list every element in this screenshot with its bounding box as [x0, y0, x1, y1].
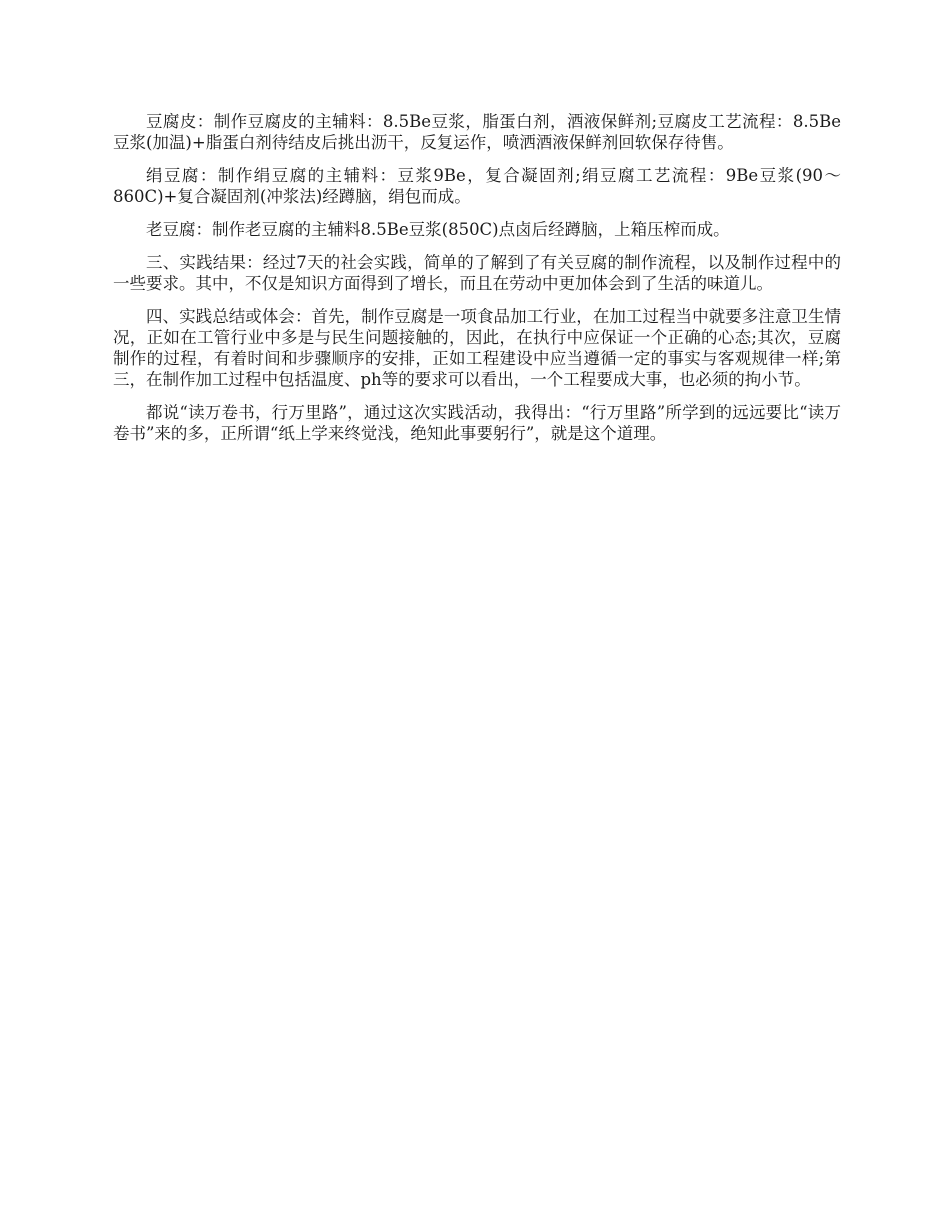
document-body: [113, 111, 841, 456]
paragraph-practice-results: 三、实践结果：经过7天的社会实践，简单的了解到了有关豆腐的制作流程，以及制作过程中的一些要求。其中，不仅是知识方面得到了增长，而且在劳动中更加体会到了生活的味道儿。: [113, 253, 841, 293]
paragraph-silken-tofu: 绢豆腐：制作绢豆腐的主辅料：豆浆9Be，复合凝固剂;绢豆腐工艺流程：9Be豆浆(90～860C)+复合凝固剂(冲浆法)经蹲脑，绢包而成。: [113, 166, 841, 206]
paragraph-tofu-skin: 豆腐皮：制作豆腐皮的主辅料：8.5Be豆浆，脂蛋白剂，酒液保鲜剂;豆腐皮工艺流程：8.5Be豆浆(加温)+脂蛋白剂待结皮后挑出沥干，反复运作，喷洒酒液保鲜剂回软保存待售。: [113, 112, 841, 152]
paragraph-conclusion: 都说“读万卷书，行万里路”，通过这次实践活动，我得出：“行万里路”所学到的远远要比“读万卷书”来的多，正所谓“纸上学来终觉浅，绝知此事要躬行”，就是这个道理。: [113, 403, 841, 443]
paragraph-firm-tofu: 老豆腐：制作老豆腐的主辅料8.5Be豆浆(850C)点卤后经蹲脑，上箱压榨而成。: [146, 220, 730, 239]
paragraph-practice-summary: 四、实践总结或体会：首先，制作豆腐是一项食品加工行业，在加工过程当中就要多注意卫生情况，正如在工管行业中多是与民生问题接触的，因此，在执行中应保证一个正确的心态;其次，豆腐制作的过程，有着时间和步骤顺序的安排，正如工程建设中应当遵循一定的事实与客观规律一样;第三，在制作加工过程中包括温度、ph等的要求可以看出，一个工程要成大事，也必须的拘小节。: [113, 307, 841, 389]
